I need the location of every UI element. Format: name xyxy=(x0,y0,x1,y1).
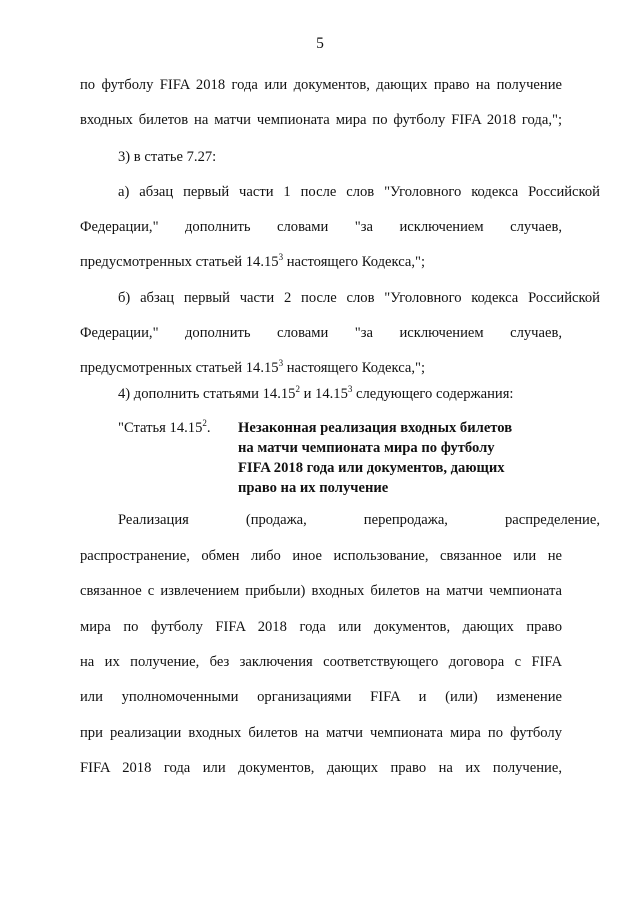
list-item-4 xyxy=(80,384,600,404)
body-line: при реализации входных билетов на матчи чемпионата мира по футболу xyxy=(80,725,562,741)
subitem-b-line: Федерации," дополнить словами "за исключением случаев, xyxy=(80,325,562,341)
article-title-line: на матчи чемпионата мира по футболу xyxy=(238,440,495,456)
text-span: предусмотренных статьей 14.15 xyxy=(80,254,279,270)
body-line: распространение, обмен либо иное использование, связанное или не xyxy=(80,548,562,564)
article-title-line: Незаконная реализация входных билетов xyxy=(238,420,513,436)
text-span: и 14.15 xyxy=(299,386,348,402)
subitem-a-line: а) абзац первый части 1 после слов "Уголовного кодекса Российской xyxy=(118,184,600,200)
body-line: на их получение, без заключения соответствующего договора с FIFA xyxy=(80,654,562,670)
article-title-line: право на их получение xyxy=(238,480,389,496)
paragraph-line: входных билетов на матчи чемпионата мира по футболу FIFA 2018 года,"; xyxy=(80,112,562,128)
body-line: мира по футболу FIFA 2018 года или документов, дающих право xyxy=(80,619,562,635)
text-span: . xyxy=(206,420,211,436)
body-line: связанное с извлечением прибыли) входных билетов на матчи чемпионата xyxy=(80,583,562,599)
subitem-a-line: Федерации," дополнить словами "за исключением случаев, xyxy=(80,219,562,235)
article-label xyxy=(118,418,211,438)
article-title xyxy=(238,418,538,498)
subitem-b-line: б) абзац первый части 2 после слов "Уголовного кодекса Российской xyxy=(118,290,600,306)
text-span: следующего содержания: xyxy=(352,386,514,402)
article-title-line: FIFA 2018 года или документов, дающих xyxy=(238,460,505,476)
text-span: настоящего Кодекса,"; xyxy=(283,360,425,376)
text-span: "Статья 14.15 xyxy=(118,420,203,436)
superscript: 3 xyxy=(347,384,353,394)
body-line: или уполномоченными организациями FIFA и (или) изменение xyxy=(80,689,562,705)
paragraph-line: по футболу FIFA 2018 года или документов, дающих право на получение xyxy=(80,77,562,93)
superscript: 2 xyxy=(202,418,207,428)
body-line: FIFA 2018 года или документов, дающих право на их получение, xyxy=(80,760,562,776)
superscript: 3 xyxy=(278,358,284,368)
body-line: Реализация (продажа, перепродажа, распределение, xyxy=(118,512,600,528)
text-span: предусмотренных статьей 14.15 xyxy=(80,360,279,376)
page-number: 5 xyxy=(316,35,324,52)
text-span: настоящего Кодекса,"; xyxy=(283,254,425,270)
superscript: 2 xyxy=(295,384,300,394)
superscript: 3 xyxy=(278,252,284,262)
subitem-b-line xyxy=(80,358,562,378)
text-span: 4) дополнить статьями 14.15 xyxy=(118,386,296,402)
list-item-3: 3) в статье 7.27: xyxy=(118,149,217,165)
subitem-a-line xyxy=(80,252,562,272)
